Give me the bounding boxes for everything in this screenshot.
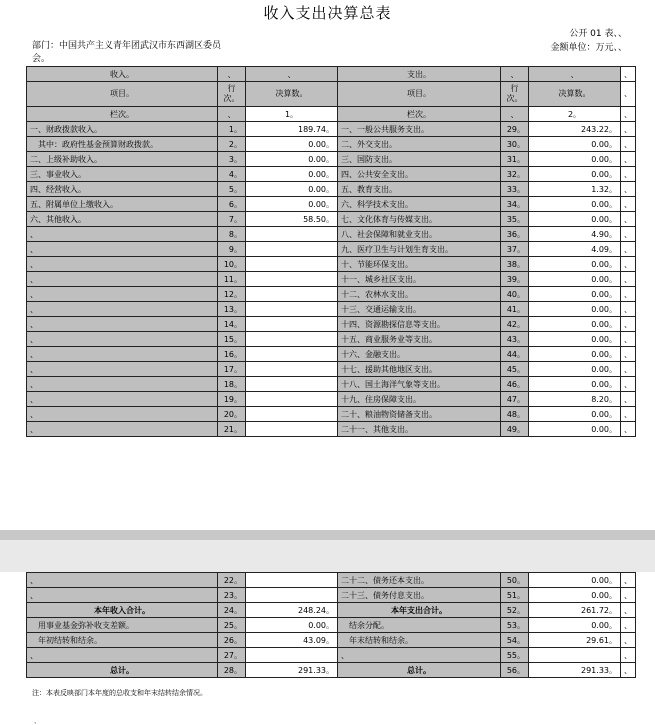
col-number-2: 2。 [529,107,621,122]
trailing-mark-cell: 、 [621,648,636,663]
expense-line-cell: 32。 [501,167,529,182]
income-line-cell: 25。 [218,618,246,633]
table-row [27,212,636,227]
trailing-mark-cell: 、 [621,272,636,287]
income-amount-cell: 58.50。 [246,212,338,227]
expense-amount-cell: 0.00。 [529,573,621,588]
col-number-1: 1。 [246,107,338,122]
expense-amount-cell: 0.00。 [529,407,621,422]
income-amount-cell [246,317,338,332]
trailing-mark-cell: 、 [621,392,636,407]
income-line-cell: 22。 [218,573,246,588]
income-item-cell: 本年收入合计。 [27,603,218,618]
income-amount-cell [246,648,338,663]
expense-item-cell: 十八、国土海洋气象等支出。 [338,377,501,392]
expense-line-cell: 39。 [501,272,529,287]
expense-item-cell: 十、节能环保支出。 [338,257,501,272]
expense-line-cell: 49。 [501,422,529,437]
income-item-cell: 、 [27,302,218,317]
expense-section-header: 支出。 [338,67,501,82]
trailing-mark-cell: 、 [621,332,636,347]
income-amount-cell [246,257,338,272]
expense-amount-cell: 0.00。 [529,377,621,392]
income-line-cell: 5。 [218,182,246,197]
table-row [27,588,636,603]
expense-line-cell: 56。 [501,663,529,678]
income-amount-cell: 43.09。 [246,633,338,648]
expense-amount-cell: 0.00。 [529,317,621,332]
table-row [27,407,636,422]
expense-line-cell: 55。 [501,648,529,663]
expense-item-cell: 十四、资源勘探信息等支出。 [338,317,501,332]
expense-amount-cell: 291.33。 [529,663,621,678]
expense-item-cell: 十五、商业服务业等支出。 [338,332,501,347]
expense-item-cell: 四、公共安全支出。 [338,167,501,182]
expense-amount-cell: 0.00。 [529,422,621,437]
expense-amount-cell: 0.00。 [529,257,621,272]
table-row [27,603,636,618]
income-amount-cell: 248.24。 [246,603,338,618]
table-row [27,227,636,242]
income-line-cell: 18。 [218,377,246,392]
trailing-mark-cell: 、 [621,407,636,422]
section-header-row [27,67,636,82]
trailing-mark-cell: 、 [621,362,636,377]
expense-amount-cell: 8.20。 [529,392,621,407]
trailing-mark-cell: 、 [621,257,636,272]
table-row [27,152,636,167]
trailing-mark-cell: 、 [621,122,636,137]
expense-line-cell: 40。 [501,287,529,302]
income-line-cell: 8。 [218,227,246,242]
table-row [27,197,636,212]
expense-item-cell: 二十三、债务付息支出。 [338,588,501,603]
expense-amount-cell: 29.61。 [529,633,621,648]
header-mark: 、 [218,67,246,82]
income-line-cell: 10。 [218,257,246,272]
expense-line-cell: 30。 [501,137,529,152]
expense-amount-header: 决算数。 [529,82,621,107]
expense-line-cell: 33。 [501,182,529,197]
income-item-cell: 一、财政拨款收入。 [27,122,218,137]
income-amount-cell [246,588,338,603]
expense-item-cell: 十三、交通运输支出。 [338,302,501,317]
expense-line-cell: 42。 [501,317,529,332]
trailing-mark-cell: 、 [621,603,636,618]
income-amount-cell: 0.00。 [246,137,338,152]
table-row [27,167,636,182]
income-amount-cell: 0.00。 [246,197,338,212]
page-title: 收入支出决算总表 [263,4,392,22]
expense-item-cell: 二十、粮油物资储备支出。 [338,407,501,422]
trailing-mark-cell: 、 [621,242,636,257]
expense-line-cell: 54。 [501,633,529,648]
income-amount-cell [246,332,338,347]
trailing-mark-cell: 、 [621,227,636,242]
income-item-cell: 、 [27,588,218,603]
income-amount-cell [246,272,338,287]
expense-amount-cell: 0.00。 [529,332,621,347]
income-item-cell: 、 [27,648,218,663]
header-mark: 、 [501,67,529,82]
table-row [27,272,636,287]
expense-item-cell: 九、医疗卫生与计划生育支出。 [338,242,501,257]
income-section-header: 收入。 [27,67,218,82]
income-line-header: 行次。 [218,82,246,107]
table-row [27,392,636,407]
income-item-cell: 其中：政府性基金预算财政拨款。 [27,137,218,152]
expense-amount-cell: 0.00。 [529,287,621,302]
expense-col-label: 栏次。 [338,107,501,122]
column-number-row [27,107,636,122]
expense-amount-cell: 0.00。 [529,212,621,227]
income-line-cell: 11。 [218,272,246,287]
income-amount-cell [246,302,338,317]
expense-line-cell: 29。 [501,122,529,137]
income-item-header: 项目。 [27,82,218,107]
trailing-mark-cell: 、 [621,347,636,362]
expense-item-cell: 二、外交支出。 [338,137,501,152]
table-row [27,377,636,392]
header-mark: 、 [621,107,636,122]
trailing-mark-cell: 、 [621,182,636,197]
income-amount-cell [246,392,338,407]
table-row [27,422,636,437]
expense-item-cell: 十六、金融支出。 [338,347,501,362]
income-line-cell: 1。 [218,122,246,137]
income-item-cell: 、 [27,377,218,392]
expense-line-cell: 31。 [501,152,529,167]
department-label: 部门：中国共产主义青年团武汉市东西湖区委员会。 [32,41,222,64]
income-line-cell: 28。 [218,663,246,678]
expense-line-cell: 48。 [501,407,529,422]
trailing-mark-cell: 、 [621,618,636,633]
income-item-cell: 六、其他收入。 [27,212,218,227]
trailing-mark-cell: 、 [621,212,636,227]
expense-item-cell: 结余分配。 [338,618,501,633]
income-amount-cell [246,377,338,392]
table-row [27,287,636,302]
income-item-cell: 总计。 [27,663,218,678]
amount-unit-label: 金额单位：万元、、 [550,43,627,53]
expense-item-cell: 总计。 [338,663,501,678]
table-row [27,633,636,648]
income-amount-cell [246,347,338,362]
expense-item-cell: 一、一般公共服务支出。 [338,122,501,137]
header-mark: 、 [529,67,621,82]
income-line-cell: 4。 [218,167,246,182]
header-mark: 、 [246,67,338,82]
income-item-cell: 二、上级补助收入。 [27,152,218,167]
header-mark: 、 [621,82,636,107]
summary-table-bottom [26,572,636,678]
table-row [27,302,636,317]
trailing-mark-cell: 、 [621,287,636,302]
income-line-cell: 12。 [218,287,246,302]
expense-amount-cell: 0.00。 [529,302,621,317]
trailing-mark-cell: 、 [621,167,636,182]
income-line-cell: 15。 [218,332,246,347]
income-amount-cell [246,242,338,257]
income-line-cell: 21。 [218,422,246,437]
trailing-mark-cell: 、 [621,377,636,392]
expense-item-cell: 六、科学技术支出。 [338,197,501,212]
table-row [27,663,636,678]
expense-item-cell: 十一、城乡社区支出。 [338,272,501,287]
summary-table-top [26,66,636,437]
table-row [27,137,636,152]
trailing-mark-cell: 、 [621,588,636,603]
income-line-cell: 24。 [218,603,246,618]
income-line-cell: 2。 [218,137,246,152]
table-row [27,618,636,633]
expense-item-header: 项目。 [338,82,501,107]
income-item-cell: 、 [27,317,218,332]
income-item-cell: 、 [27,287,218,302]
trailing-mark-cell: 、 [621,633,636,648]
page-break-area [0,540,655,572]
expense-line-cell: 45。 [501,362,529,377]
table-row [27,122,636,137]
income-line-cell: 7。 [218,212,246,227]
trailing-mark-cell: 、 [621,422,636,437]
income-line-cell: 20。 [218,407,246,422]
income-amount-cell [246,407,338,422]
income-item-cell: 用事业基金弥补收支差额。 [27,618,218,633]
expense-amount-cell: 0.00。 [529,167,621,182]
income-amount-cell: 0.00。 [246,182,338,197]
income-line-cell: 9。 [218,242,246,257]
trailing-mark-cell: 、 [621,573,636,588]
table-row [27,347,636,362]
expense-item-cell: 年末结转和结余。 [338,633,501,648]
income-amount-cell: 0.00。 [246,167,338,182]
expense-item-cell: 三、国防支出。 [338,152,501,167]
income-item-cell: 四、经营收入。 [27,182,218,197]
income-amount-cell [246,422,338,437]
income-item-cell: 、 [27,573,218,588]
expense-amount-cell: 243.22。 [529,122,621,137]
income-amount-cell [246,227,338,242]
table-row [27,648,636,663]
income-line-cell: 6。 [218,197,246,212]
income-amount-cell [246,362,338,377]
expense-amount-cell: 0.00。 [529,588,621,603]
income-amount-header: 决算数。 [246,82,338,107]
income-amount-cell [246,287,338,302]
expense-line-cell: 50。 [501,573,529,588]
public-table-number: 公开 01 表、、 [569,29,627,39]
expense-amount-cell: 4.90。 [529,227,621,242]
expense-amount-cell: 261.72。 [529,603,621,618]
income-line-cell: 14。 [218,317,246,332]
expense-amount-cell: 4.09。 [529,242,621,257]
expense-item-cell: 、 [338,648,501,663]
trailing-mark-cell: 、 [621,317,636,332]
income-amount-cell: 291.33。 [246,663,338,678]
income-line-cell: 26。 [218,633,246,648]
expense-line-cell: 52。 [501,603,529,618]
expense-line-cell: 34。 [501,197,529,212]
trailing-mark-cell: 、 [621,663,636,678]
table-row [27,573,636,588]
table-row [27,182,636,197]
table-row [27,317,636,332]
income-line-cell: 27。 [218,648,246,663]
income-col-label: 栏次。 [27,107,218,122]
expense-item-cell: 八、社会保障和就业支出。 [338,227,501,242]
income-item-cell: 、 [27,242,218,257]
expense-item-cell: 二十二、债务还本支出。 [338,573,501,588]
header-mark: 、 [501,107,529,122]
expense-line-cell: 38。 [501,257,529,272]
expense-line-cell: 46。 [501,377,529,392]
trailing-mark-cell: 、 [621,137,636,152]
expense-line-cell: 53。 [501,618,529,633]
table-row [27,242,636,257]
income-amount-cell: 0.00。 [246,152,338,167]
footer-mark: 、 [34,718,41,725]
income-line-cell: 3。 [218,152,246,167]
expense-item-cell: 十二、农林水支出。 [338,287,501,302]
income-item-cell: 、 [27,347,218,362]
header-mark: 、 [218,107,246,122]
trailing-mark-cell: 、 [621,197,636,212]
expense-line-cell: 43。 [501,332,529,347]
income-item-cell: 、 [27,227,218,242]
expense-amount-cell [529,648,621,663]
expense-line-header: 行次。 [501,82,529,107]
income-item-cell: 、 [27,422,218,437]
expense-amount-cell: 1.32。 [529,182,621,197]
income-line-cell: 13。 [218,302,246,317]
expense-line-cell: 36。 [501,227,529,242]
expense-amount-cell: 0.00。 [529,137,621,152]
income-item-cell: 、 [27,257,218,272]
table-row [27,332,636,347]
income-line-cell: 19。 [218,392,246,407]
expense-line-cell: 51。 [501,588,529,603]
income-amount-cell [246,573,338,588]
page-break-gap [0,530,655,540]
header-mark: 、 [621,67,636,82]
expense-amount-cell: 0.00。 [529,152,621,167]
income-item-cell: 年初结转和结余。 [27,633,218,648]
table-row [27,257,636,272]
expense-amount-cell: 0.00。 [529,347,621,362]
income-amount-cell: 189.74。 [246,122,338,137]
expense-item-cell: 本年支出合计。 [338,603,501,618]
expense-amount-cell: 0.00。 [529,618,621,633]
expense-item-cell: 七、文化体育与传媒支出。 [338,212,501,227]
income-item-cell: 、 [27,407,218,422]
income-item-cell: 五、附属单位上缴收入。 [27,197,218,212]
income-line-cell: 16。 [218,347,246,362]
expense-item-cell: 二十一、其他支出。 [338,422,501,437]
trailing-mark-cell: 、 [621,302,636,317]
expense-amount-cell: 0.00。 [529,197,621,212]
income-item-cell: 、 [27,392,218,407]
trailing-mark-cell: 、 [621,152,636,167]
table-row [27,362,636,377]
expense-item-cell: 十九、住房保障支出。 [338,392,501,407]
expense-line-cell: 44。 [501,347,529,362]
income-line-cell: 23。 [218,588,246,603]
expense-line-cell: 37。 [501,242,529,257]
expense-amount-cell: 0.00。 [529,272,621,287]
expense-item-cell: 五、教育支出。 [338,182,501,197]
income-item-cell: 、 [27,362,218,377]
expense-amount-cell: 0.00。 [529,362,621,377]
expense-line-cell: 41。 [501,302,529,317]
table-note: 注：本表反映部门本年度的总收支和年末结转结余情况。 [32,689,207,697]
expense-item-cell: 十七、援助其他地区支出。 [338,362,501,377]
income-item-cell: 、 [27,272,218,287]
income-amount-cell: 0.00。 [246,618,338,633]
expense-line-cell: 35。 [501,212,529,227]
income-item-cell: 三、事业收入。 [27,167,218,182]
income-item-cell: 、 [27,332,218,347]
income-line-cell: 17。 [218,362,246,377]
expense-line-cell: 47。 [501,392,529,407]
column-header-row [27,82,636,107]
